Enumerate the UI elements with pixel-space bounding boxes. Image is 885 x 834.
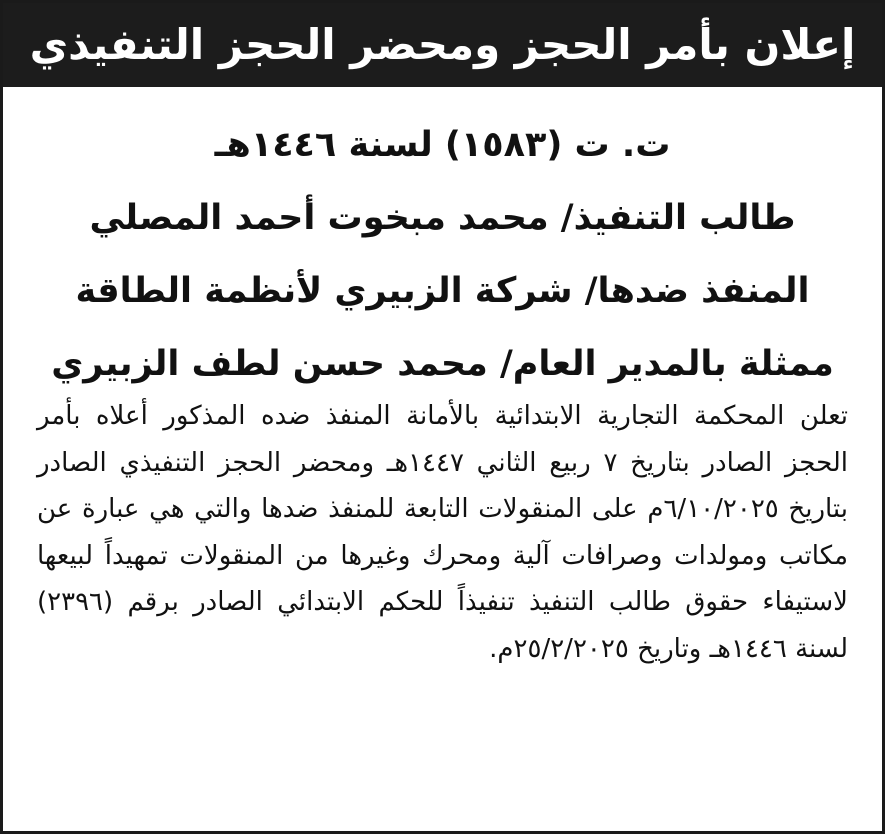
notice-title: إعلان بأمر الحجز ومحضر الحجز التنفيذي	[29, 20, 856, 69]
representative-line: ممثلة بالمدير العام/ محمد حسن لطف الزبيري	[51, 344, 834, 384]
applicant-line: طالب التنفيذ/ محمد مبخوت أحمد المصلي	[89, 198, 796, 238]
case-parties-block	[23, 109, 862, 401]
respondent-line: المنفذ ضدها/ شركة الزبيري لأنظمة الطاقة	[75, 271, 810, 311]
title-bar	[3, 3, 882, 87]
case-number-line: ت. ت (١٥٨٣) لسنة ١٤٤٦هـ	[214, 125, 671, 165]
notice-body: تعلن المحكمة التجارية الابتدائية بالأمانة المنفذ ضده المذكور أعلاه بأمر الحجز الصادر بتاريخ ٧ ربيع الثاني ١٤٤٧هـ ومحضر الحجز التنفيذي الصادر بتاريخ ٦/١٠/٢٠٢٥م على المنقولات التابعة للمنفذ ضدها والتي هي عبارة عن مكاتب ومولدات وصرافات آلية ومحرك وغيرها من المنقولات تمهيداً لبيعها لاستيفاء حقوق طالب التنفيذ تنفيذاً للحكم الابتدائي الصادر برقم (٢٣٩٦) لسنة ١٤٤٦هـ وتاريخ ٢٥/٢/٢٠٢٥م.	[37, 401, 849, 664]
